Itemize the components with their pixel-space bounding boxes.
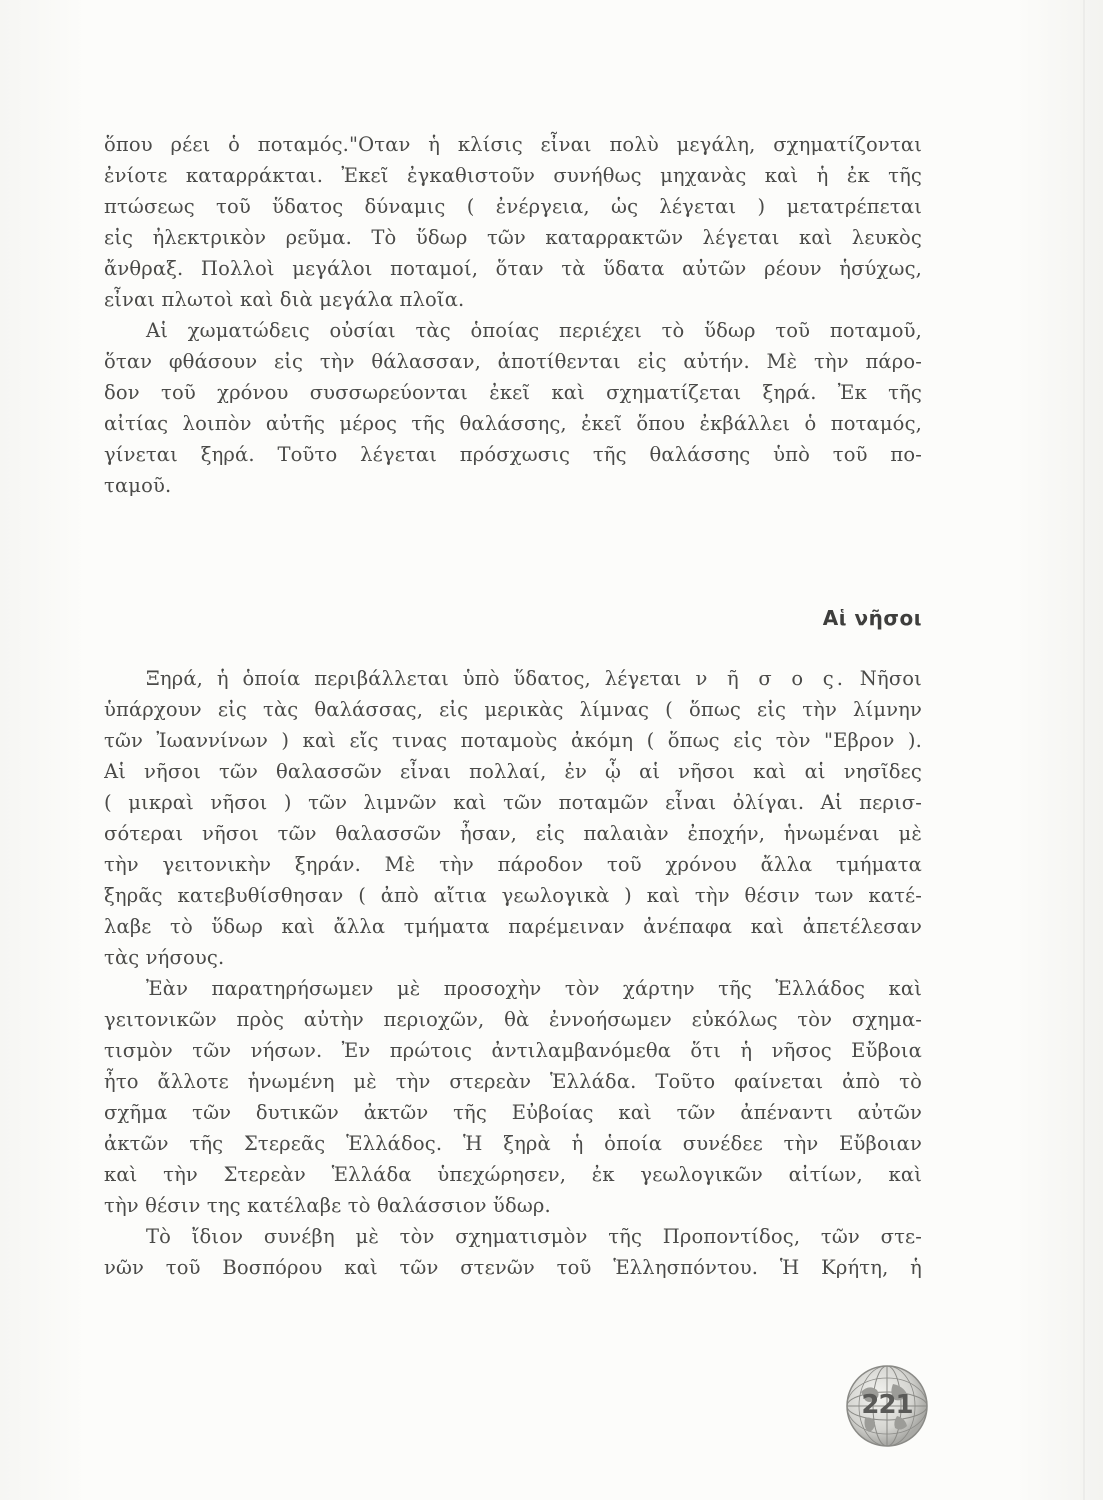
text-line: τὴν γειτονικὴν ξηράν. Μὲ τὴν πάροδον τοῦ χρόνου ἄλλα τμήματα [104,853,922,876]
text-line: ἐνίοτε καταρράκται. Ἐκεῖ ἐγκαθιστοῦν συνήθως μηχανὰς καὶ ἡ ἐκ τῆς [104,164,922,187]
page-number: 221 [861,1390,913,1420]
text-line: ὅταν φθάσουν εἰς τὴν θάλασσαν, ἀποτίθενται εἰς αὐτήν. Μὲ τὴν πάρο- [104,350,922,373]
text-line: ὑπάρχουν εἰς τὰς θαλάσσας, εἰς μερικὰς λίμνας ( ὅπως εἰς τὴν λίμνην [104,698,922,721]
emphasized-term: ν ῆ σ ο ς. [695,667,846,690]
text-line: Αἱ χωματώδεις οὐσίαι τὰς ὁποίας περιέχει τὸ ὕδωρ τοῦ ποταμοῦ, [146,319,922,342]
text-line: καὶ τὴν Στερεὰν Ἑλλάδα ὑπεχώρησεν, ἐκ γεωλογικῶν αἰτίων, καὶ [104,1163,922,1186]
text-line: σότεραι νῆσοι τῶν θαλασσῶν ἦσαν, εἰς παλαιὰν ἐποχήν, ἡνωμέναι μὲ [104,822,922,845]
text-line: νῶν τοῦ Βοσπόρου καὶ τῶν στενῶν τοῦ Ἑλλησπόντου. Ἡ Κρήτη, ἡ [104,1256,922,1279]
page-number-badge [843,1362,931,1450]
text-line: εἶναι πλωτοὶ καὶ διὰ μεγάλα πλοῖα. [104,288,465,311]
text-line [104,663,922,694]
text-line: Ἐὰν παρατηρήσωμεν μὲ προσοχὴν τὸν χάρτην τῆς Ἑλλάδος καὶ [146,977,922,1000]
text-line: ὅπου ρέει ὁ ποταμός."Οταν ἡ κλίσις εἶναι πολὺ μεγάλη, σχηματίζονται [104,133,922,156]
text-line: ξηρᾶς κατεβυθίσθησαν ( ἀπὸ αἴτια γεωλογικὰ ) καὶ τὴν θέσιν των κατέ- [104,884,922,907]
section-heading-row [104,606,922,640]
text-line: λαβε τὸ ὕδωρ καὶ ἄλλα τμήματα παρέμειναν ἀνέπαφα καὶ ἀπετέλεσαν [104,915,922,938]
text-line: τὰς νήσους. [104,946,225,969]
text-line: ἦτο ἄλλοτε ἡνωμένη μὲ τὴν στερεὰν Ἑλλάδα. Τοῦτο φαίνεται ἀπὸ τὸ [104,1070,922,1093]
text-line: πτώσεως τοῦ ὕδατος δύναμις ( ἐνέργεια, ὡς λέγεται ) μετατρέπεται [104,195,922,218]
text-line: ἀκτῶν τῆς Στερεᾶς Ἑλλάδος. Ἡ ξηρὰ ἡ ὁποία συνέδεε τὴν Εὔβοιαν [104,1132,922,1155]
page-edge-divider [1083,0,1085,1500]
text-line: Τὸ ἴδιον συνέβη μὲ τὸν σχηματισμὸν τῆς Προποντίδος, τῶν στε- [146,1225,922,1248]
text-line: γίνεται ξηρά. Τοῦτο λέγεται πρόσχωσις τῆς θαλάσσης ὑπὸ τοῦ πο- [104,443,922,466]
text-line: Αἱ νῆσοι τῶν θαλασσῶν εἶναι πολλαί, ἐν ᾧ αἱ νῆσοι καὶ αἱ νησῖδες [104,760,922,783]
text-line: εἰς ἠλεκτρικὸν ρεῦμα. Τὸ ὕδωρ τῶν καταρρακτῶν λέγεται καὶ λευκὸς [104,226,922,249]
text-line: ( μικραὶ νῆσοι ) τῶν λιμνῶν καὶ τῶν ποταμῶν εἶναι ὀλίγαι. Αἱ περισ- [104,791,922,814]
section-heading: Αἱ νῆσοι [822,606,922,630]
text-block-islands [104,663,922,1283]
text-line: δον τοῦ χρόνου συσσωρεύονται ἐκεῖ καὶ σχηματίζεται ξηρά. Ἐκ τῆς [104,381,922,404]
text-line: τὴν θέσιν της κατέλαβε τὸ θαλάσσιον ὕδωρ. [104,1194,551,1217]
text-fragment: Νῆσοι [859,667,922,690]
text-line: τισμὸν τῶν νήσων. Ἐν πρώτοις ἀντιλαμβανόμεθα ὅτι ἡ νῆσος Εὔβοια [104,1039,922,1062]
text-line: ταμοῦ. [104,474,172,497]
text-fragment: Ξηρά, ἡ ὁποία περιβάλλεται ὑπὸ ὕδατος, λέγεται [146,667,682,690]
text-line: σχῆμα τῶν δυτικῶν ἀκτῶν τῆς Εὐβοίας καὶ τῶν ἀπέναντι αὐτῶν [104,1101,922,1124]
text-line: γειτονικῶν πρὸς αὐτὴν περιοχῶν, θὰ ἐννοήσωμεν εὐκόλως τὸν σχημα- [104,1008,922,1031]
text-line: ἄνθραξ. Πολλοὶ μεγάλοι ποταμοί, ὅταν τὰ ὕδατα αὐτῶν ρέουν ἡσύχως, [104,257,922,280]
text-block-top [104,129,922,501]
text-line: τῶν Ἰωαννίνων ) καὶ εἴς τινας ποταμοὺς ἀκόμη ( ὅπως εἰς τὸν "Εβρον ). [104,729,922,752]
text-line: αἰτίας λοιπὸν αὐτῆς μέρος τῆς θαλάσσης, ἐκεῖ ὅπου ἐκβάλλει ὁ ποταμός, [104,412,922,435]
